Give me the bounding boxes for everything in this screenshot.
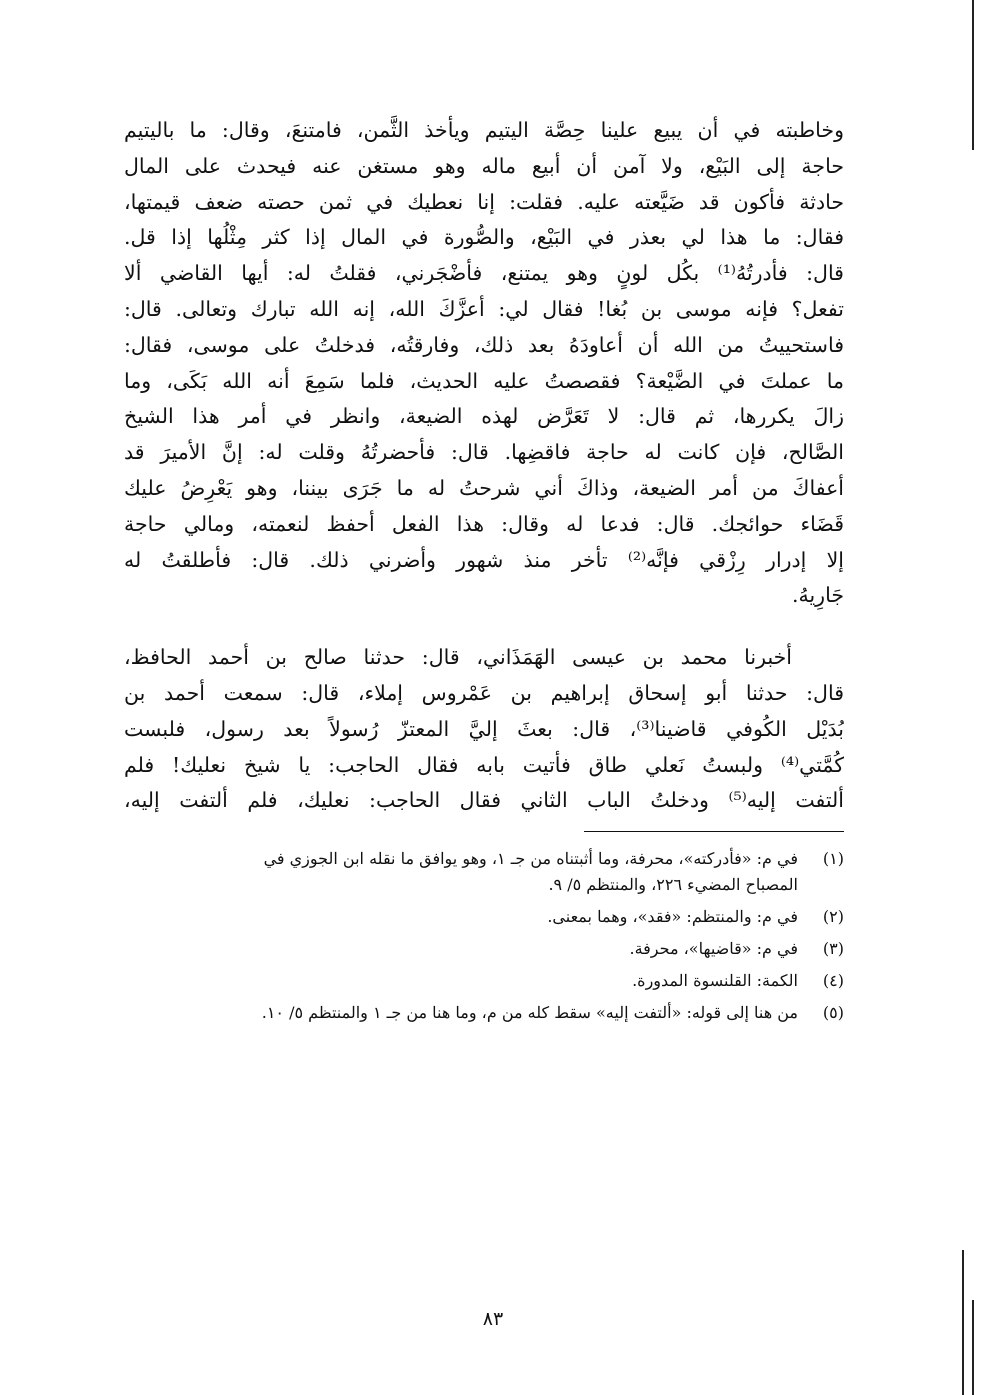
footnote [124, 846, 844, 898]
footnote-text [124, 936, 798, 962]
text-line: حادثة فأكون قد ضَيَّعته عليه. فقلت: إنا نعطيك في ثمن حصته ضعف قيمتها، [124, 189, 844, 214]
text-line: قَضَاء حوائجك. قال: فدعا له وقال: هذا الفعل أحفظ لنعمته، ومالي حاجة [124, 511, 844, 536]
text-line: جَارِيهُ. [791, 583, 844, 608]
body-paragraph [124, 640, 844, 819]
footnote-text [124, 904, 798, 930]
text-line: أخبرنا محمد بن عيسى الهَمَذَاني، قال: حدثنا صالح بن أحمد الحافظ، [124, 645, 792, 670]
text-line: أعفاكَ من أمر الضيعة، وذاكَ أني شرحتُ له ما جَرَى بيننا، وهو يَعْرِضُ عليك [124, 475, 844, 500]
footnote-line: الكمة: القلنسوة المدورة. [632, 971, 798, 991]
footnote-text [124, 846, 798, 898]
text-line: قال: فأدرتُهُ⁽¹⁾ بكُل لونٍ وهو يمتنع، فأضْجَرني، فقلتُ له: أيها القاضي ألا [124, 261, 844, 286]
text-line: قال: حدثنا أبو إسحاق إبراهيم بن عَمْروس إملاء، قال: سمعت أحمد بن [124, 680, 844, 705]
footnote-line: المصباح المضيء ٢٢٦، والمنتظم ٥/ ٩. [548, 875, 798, 895]
footnote-line: في م: «قاضيها»، محرفة. [629, 939, 798, 959]
footnote [124, 904, 844, 930]
footnote-line: في م: «فأدركته»، محرفة، وما أثبتناه من جـ ١، وهو يوافق ما نقله ابن الجوزي في [263, 849, 798, 869]
body-paragraph [124, 113, 844, 614]
text-line: زالَ يكررها، ثم قال: لا تَعَرَّض لهذه الضيعة، وانظر في أمر هذا الشيخ [124, 404, 844, 429]
page-number: ٨٣ [482, 1308, 504, 1330]
footnote [124, 968, 844, 994]
text-line: فاستحييتُ من الله أن أعاودَهُ بعد ذلك، وفارقتُه، فدخلتُ على موسى، فقال: [124, 332, 844, 357]
footnote-number: (٣) [822, 939, 844, 959]
text-line: ما عملتَ في الضَّيْعة؟ فقصصتُ عليه الحديث، فلما سَمِعَ أنه الله بَكَى، وما [124, 368, 844, 393]
footnote-line: في م: والمنتظم: «فقد»، وهما بمعنى. [547, 907, 798, 927]
footnote-number: (٢) [822, 907, 844, 927]
footnote-number: (٥) [822, 1003, 844, 1023]
footnote-number: (٤) [822, 971, 844, 991]
text-line: حاجة إلى البَيْع، ولا آمن أن أبيع ماله وهو مستغن عنه فيحدث على المال [124, 153, 844, 178]
text-line: تفعل؟ فإنه موسى بن بُغا! فقال لي: أعزَّكَ الله، إنه الله تبارك وتعالى. قال: [124, 296, 844, 321]
footnote-divider [584, 831, 844, 832]
text-line: إلا إدرار رِزْقي فإنَّه⁽²⁾ تأخر منذ شهور وأضرني ذلك. قال: فأطلقتُ له [124, 547, 844, 572]
text-line: بُدَيْل الكُوفي قاضينا⁽³⁾، قال: بعثَ إليَّ المعتزّ رُسولاً بعد رسول، فلبست [124, 716, 844, 741]
footnotes [124, 846, 844, 1026]
footnote-text [124, 1000, 798, 1026]
text-line: الصَّالح، فإن كانت له حاجة فاقضِها. قال: فأحضرتُهُ وقلت له: إنَّ الأميرَ قد [124, 440, 844, 465]
scan-edge-mark [972, 0, 974, 150]
footnote [124, 936, 844, 962]
footnote-line: من هنا إلى قوله: «ألتفت إليه» سقط كله من م، وما هنا من جـ ١ والمنتظم ٥/ ١٠. [261, 1003, 798, 1023]
text-line: فقال: ما هذا لي بعذر في البَيْع، والصُّورة في المال إذا كثر مِثْلُها إذا قل. [124, 225, 844, 250]
document-page [124, 113, 844, 1032]
text-line: ألتفت إليه⁽⁵⁾ ودخلتُ الباب الثاني فقال الحاجب: نعليك، فلم ألتفت إليه، [124, 788, 844, 813]
footnote-text [124, 968, 798, 994]
footnote [124, 1000, 844, 1026]
text-line: كُمَّتي⁽⁴⁾ ولبستُ نَعلي طاق فأتيت بابه فقال الحاجب: يا شيخ نعليك! فلم [124, 752, 844, 777]
text-line: وخاطبته في أن يبيع علينا حِصَّة اليتيم ويأخذ الثَّمن، فامتنعَ، وقال: ما باليتيم [124, 118, 844, 142]
footnote-number: (١) [822, 849, 844, 869]
